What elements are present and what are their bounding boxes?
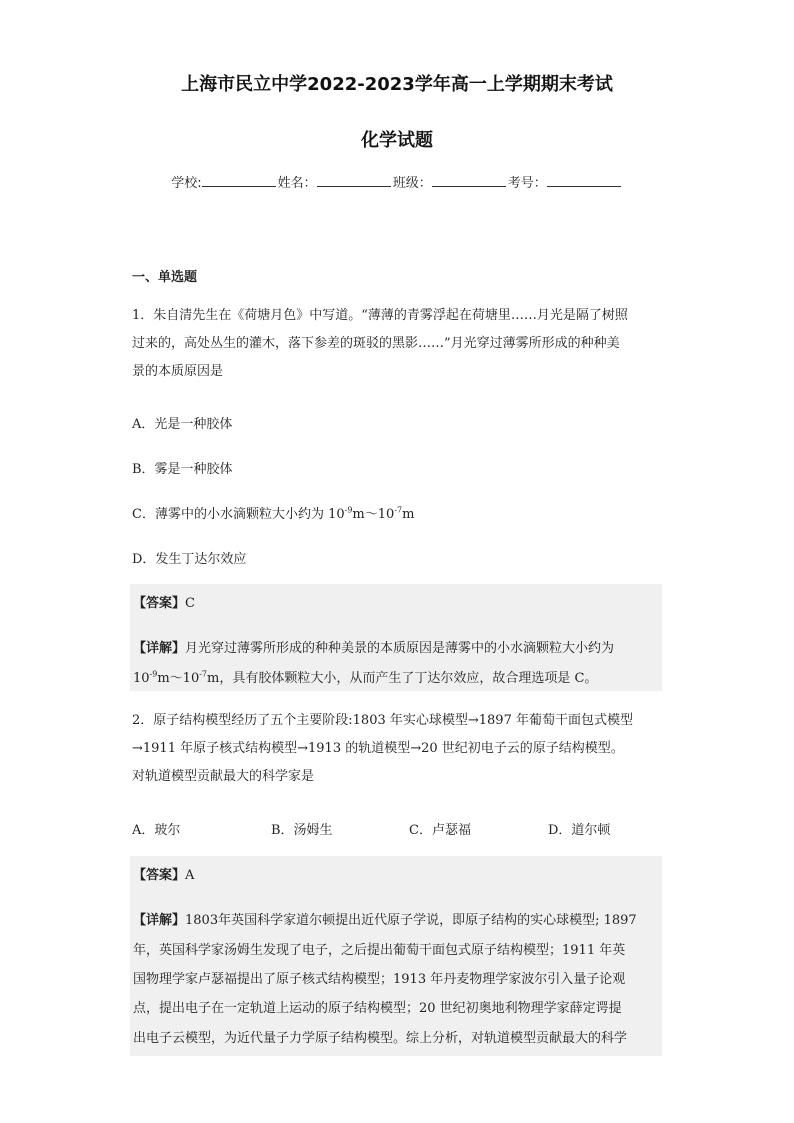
question-2-stem [132, 707, 662, 791]
section-heading: 一、单选题 [132, 270, 198, 285]
question-1-option-c: C．薄雾中的小水滴颗粒大小约为 $10^{-9}m\sim 10^{-7}m$ [132, 505, 415, 522]
question-2-answer-box [130, 856, 662, 1056]
question-1-option-a: A．光是一种胶体 [132, 417, 233, 432]
question-1-answer-box [130, 584, 662, 691]
question-2-detail-line: 点，提出电子在一定轨道上运动的原子结构模型；20 世纪初奥地利物理学家薛定谔提 [133, 1001, 622, 1016]
question-2-detail: 【详解】1803年英国科学家道尔顿提出近代原子学说，即原子结构的实心球模型; 1897 [133, 913, 637, 928]
name-blank [317, 174, 391, 187]
school-blank [202, 174, 276, 187]
question-1-detail: 【详解】月光穿过薄雾所形成的种种美景的本质原因是薄雾中的小水滴颗粒大小约为 [133, 641, 615, 656]
question-2-option-a: A．玻尔 [132, 823, 181, 838]
question-2-line: 对轨道模型贡献最大的科学家是 [132, 769, 315, 784]
question-2-option-c: C．卢瑟福 [409, 823, 471, 838]
question-2-answer: 【答案】A [133, 868, 195, 883]
exam-number-blank [547, 174, 621, 187]
question-2-detail-line: 出电子云模型，为近代量子力学原子结构模型。综上分析，对轨道模型贡献最大的科学 [133, 1031, 628, 1046]
question-2-detail-line: 国物理学家卢瑟福提出了原子核式结构模型；1913 年丹麦物理学家波尔引入量子论观 [133, 972, 626, 987]
exam-title: 上海市民立中学2022-2023学年高一上学期期末考试 [181, 74, 613, 95]
question-2-option-b: B．汤姆生 [271, 823, 333, 838]
student-info-line [0, 172, 794, 191]
question-2-detail-line: 年，英国科学家汤姆生发现了电子，之后提出葡萄干面包式原子结构模型；1911 年英 [133, 943, 626, 958]
question-1-answer: 【答案】C [133, 596, 195, 611]
question-1-stem [132, 302, 662, 386]
class-label: 班级： [392, 176, 432, 191]
exam-subtitle: 化学试题 [361, 130, 433, 151]
question-1-option-b: B．雾是一种胶体 [132, 462, 233, 477]
name-label: 姓名： [277, 176, 317, 191]
question-2-option-d: D．道尔顿 [548, 823, 611, 838]
class-blank [432, 174, 506, 187]
question-1-line: 1．朱自清先生在《荷塘月色》中写道。“薄薄的青雾浮起在荷塘里……月光是隔了树照 [132, 308, 628, 323]
question-2-line: →1911 年原子核式结构模型→1913 的轨道模型→20 世纪初电子云的原子结构模型。 [132, 741, 624, 756]
school-label: 学校: [171, 176, 202, 191]
question-1-line: 过来的，高处丛生的灌木，落下参差的斑驳的黑影……”月光穿过薄雾所形成的种种美 [132, 336, 620, 351]
question-1-line: 景的本质原因是 [132, 364, 224, 379]
question-1-option-d: D．发生丁达尔效应 [132, 552, 247, 567]
question-2-line: 2．原子结构模型经历了五个主要阶段:1803 年实心球模型→1897 年葡萄干面包式模型 [132, 713, 633, 728]
question-1-detail-line: $10^{-9}m\sim 10^{-7}m$，具有胶体颗粒大小，从而产生了丁达尔效应，故合理选项是 C。 [133, 669, 598, 686]
exam-number-label: 考号： [507, 176, 547, 191]
